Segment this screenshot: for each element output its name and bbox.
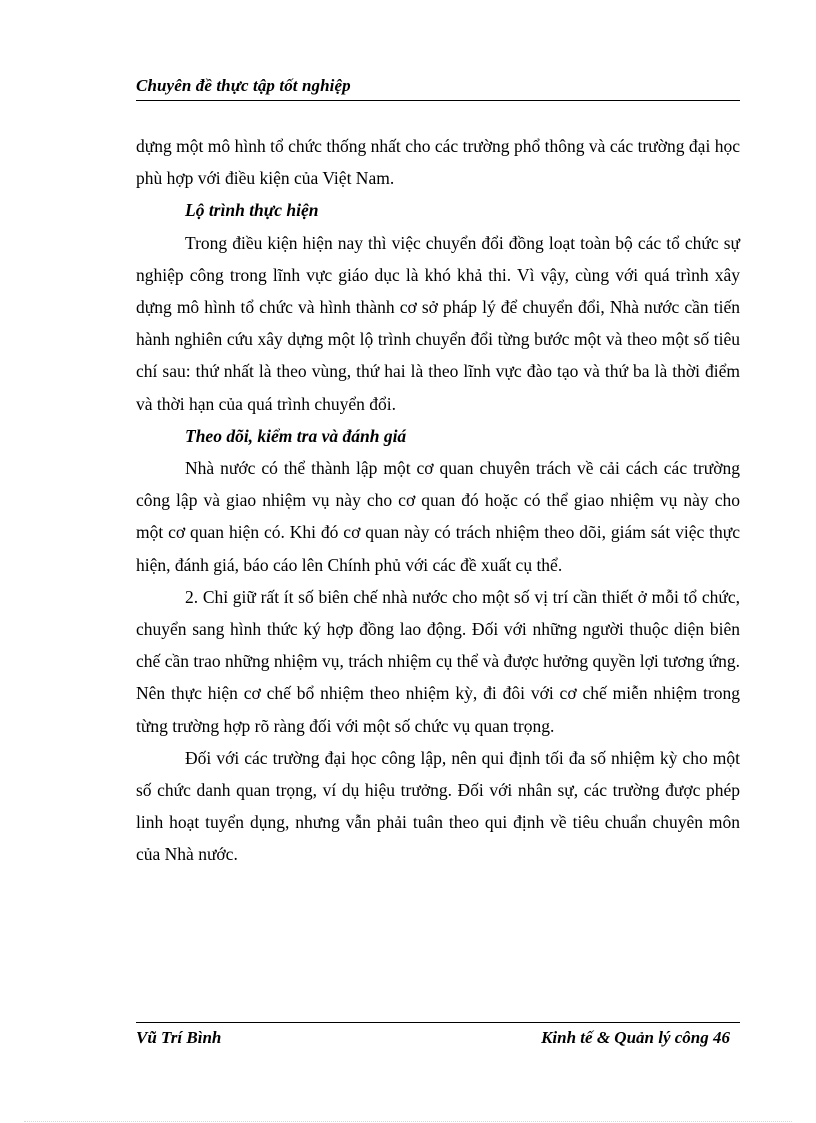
paragraph-roadmap: Trong điều kiện hiện nay thì việc chuyển đổi đồng loạt toàn bộ các tổ chức sự nghiệp công trong lĩnh vực giáo dục là khó khả thi. Vì vậy, cùng với quá trình xây dựng mô hình tổ chức và hình thành cơ sở pháp lý để chuyển đổi, Nhà nước cần tiến hành nghiên cứu xây dựng một lộ trình chuyển đổi từng bước một và theo một số tiêu chí sau: thứ nhất là theo vùng, thứ hai là theo lĩnh vực đào tạo và thứ ba là thời điểm và thời hạn của quá trình chuyển đổi. [136, 232, 740, 414]
section-heading-implementation-roadmap: Lộ trình thực hiện [185, 200, 319, 221]
page-body [136, 130, 740, 871]
section-heading-monitoring: Theo dõi, kiểm tra và đánh giá [185, 425, 407, 446]
page-header [136, 76, 740, 101]
paragraph-universities: Đối với các trường đại học công lập, nên qui định tối đa số nhiệm kỳ cho một số chức danh quan trọng, ví dụ hiệu trưởng. Đối với nhân sự, các trường được phép linh hoạt tuyển dụng, nhưng vẫn phải tuân theo qui định về tiêu chuẩn chuyên môn của Nhà nước. [136, 747, 740, 865]
document-title: Chuyên đề thực tập tốt nghiệp [136, 76, 351, 95]
page-bottom-edge [24, 1121, 792, 1122]
paragraph-continuation: dựng một mô hình tổ chức thống nhất cho các trường phổ thông và các trường đại học phù hợp với điều kiện của Việt Nam. [136, 136, 740, 189]
page-footer [136, 1022, 740, 1051]
paragraph-staffing: 2. Chỉ giữ rất ít số biên chế nhà nước cho một số vị trí cần thiết ở mỗi tổ chức, chuyển sang hình thức ký hợp đồng lao động. Đối với những người thuộc diện biên chế cần trao những nhiệm vụ, trách nhiệm cụ thể và được hưởng quyền lợi tương ứng. Nên thực hiện cơ chế bổ nhiệm theo nhiệm kỳ, đi đôi với cơ chế miễn nhiệm trong từng trường hợp rõ ràng đối với một số chức vụ quan trọng. [136, 586, 740, 736]
paragraph-monitoring: Nhà nước có thể thành lập một cơ quan chuyên trách về cải cách các trường công lập và giao nhiệm vụ này cho cơ quan đó hoặc có thể giao nhiệm vụ này cho một cơ quan hiện có. Khi đó cơ quan này có trách nhiệm theo dõi, giám sát việc thực hiện, đánh giá, báo cáo lên Chính phủ với các đề xuất cụ thể. [136, 458, 740, 575]
class-and-page-number: Kinh tế & Quản lý công 46 [541, 1028, 730, 1047]
author-name: Vũ Trí Bình [136, 1028, 222, 1047]
